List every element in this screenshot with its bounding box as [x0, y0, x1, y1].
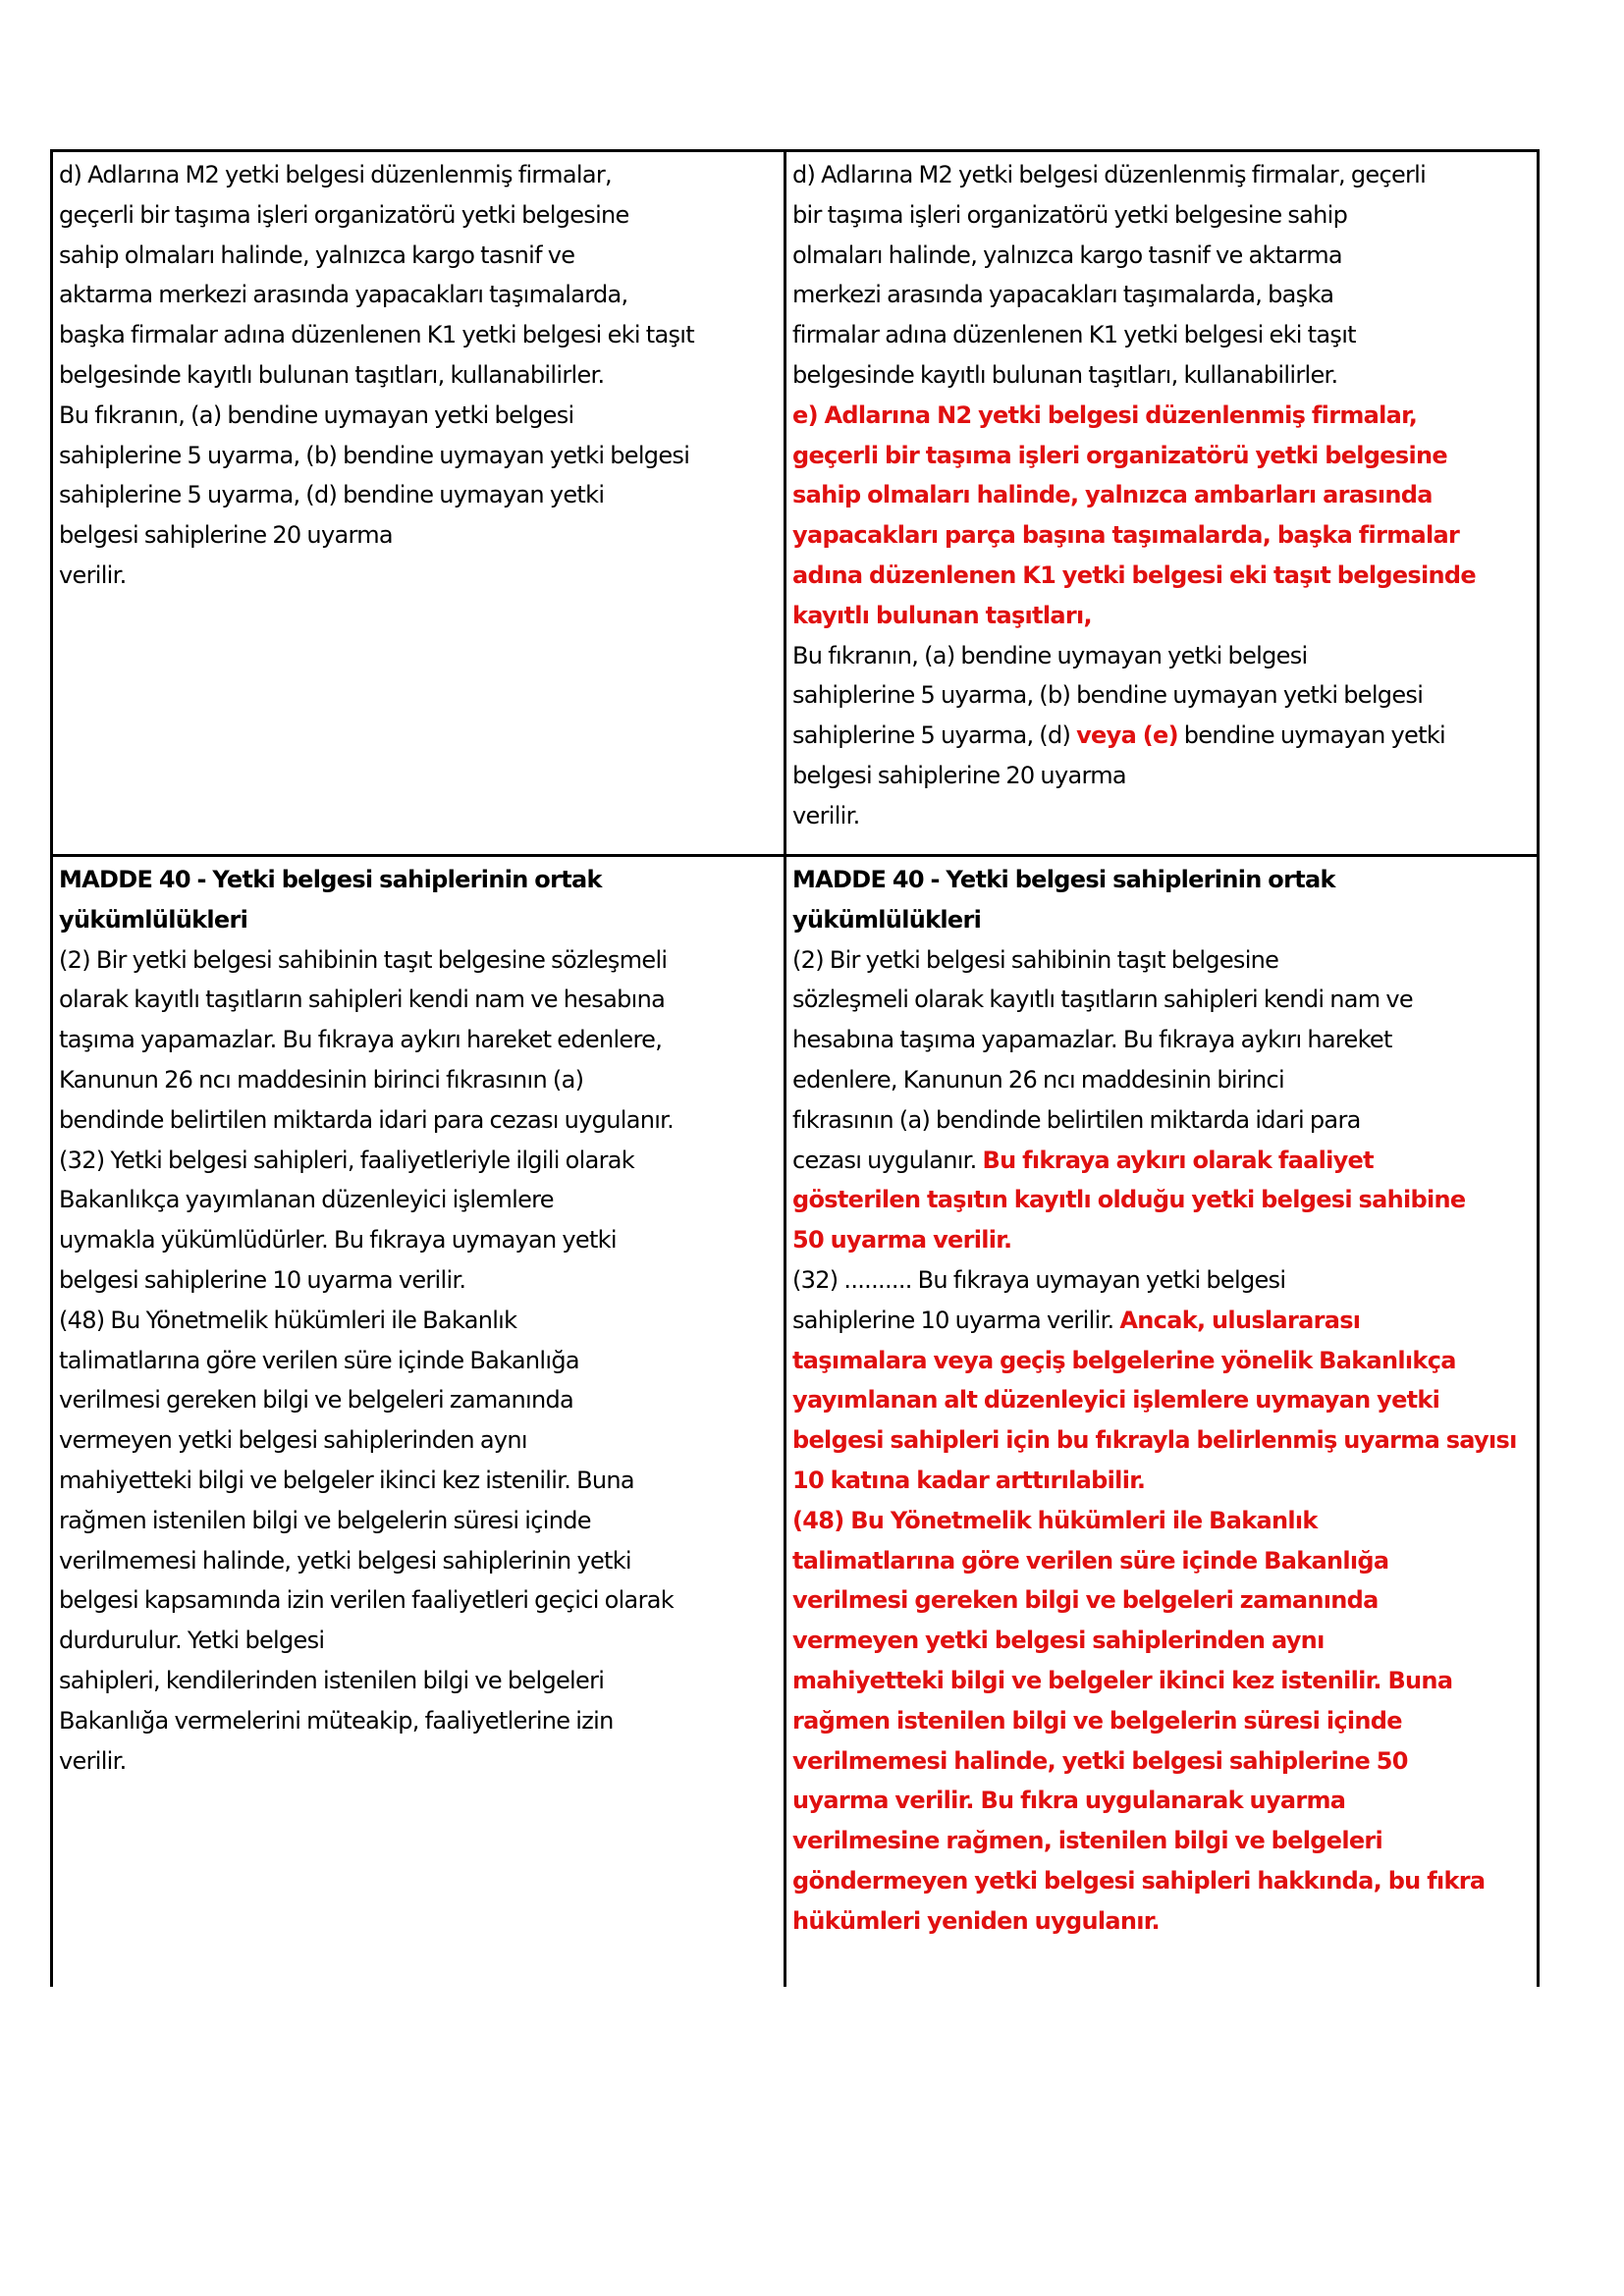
- text-segment: Bu fıkranın, (a) bendine uymayan yetki belgesi: [792, 641, 1308, 669]
- text-line: [59, 1420, 780, 1461]
- old-text-cell: [52, 856, 785, 1988]
- table-row: [52, 856, 1539, 1988]
- amended-text: verilmemesi halinde, yetki belgesi sahiplerine 50: [792, 1746, 1408, 1775]
- text-line: [59, 275, 780, 315]
- text-segment: (2) Bir yetki belgesi sahibinin taşıt belgesine sözleşmeli: [59, 945, 668, 974]
- text-segment: geçerli bir taşıma işleri organizatörü yetki belgesine: [59, 200, 629, 229]
- text-line: [792, 940, 1533, 981]
- text-segment: fıkrasının (a) bendinde belirtilen miktarda idari para: [792, 1105, 1361, 1134]
- text-segment: sahiplerine 5 uyarma, (b) bendine uymayan yetki belgesi: [792, 681, 1424, 710]
- new-text-cell: [785, 856, 1539, 1988]
- text-segment: Bakanlığa vermelerini müteakip, faaliyetlerine izin: [59, 1706, 614, 1735]
- text-segment: verilir.: [59, 1746, 127, 1775]
- text-line: [792, 236, 1533, 276]
- text-line: [59, 1060, 780, 1100]
- text-line: [59, 396, 780, 436]
- text-line: [792, 860, 1533, 900]
- text-line: [59, 860, 780, 900]
- text-segment: d) Adlarına M2 yetki belgesi düzenlenmiş firmalar, geçerli: [792, 161, 1427, 188]
- text-line: [792, 1661, 1533, 1701]
- text-segment: belgesinde kayıtlı bulunan taşıtları, kullanabilirler.: [792, 360, 1338, 389]
- text-line: [792, 1260, 1533, 1301]
- article-heading: yükümlülükleri: [792, 905, 982, 934]
- text-line: [792, 155, 1533, 195]
- amended-text: göndermeyen yetki belgesi sahipleri hakkında, bu fıkra: [792, 1866, 1486, 1895]
- amended-text: adına düzenlenen K1 yetki belgesi eki taşıt belgesinde: [792, 561, 1476, 589]
- text-line: [792, 1341, 1533, 1381]
- amended-text: 50 uyarma verilir.: [792, 1226, 1012, 1255]
- text-line: [59, 1141, 780, 1181]
- amended-text: Ancak, uluslararası: [1119, 1306, 1361, 1334]
- text-segment: sahipleri, kendilerinden istenilen bilgi ve belgeleri: [59, 1666, 605, 1694]
- text-segment: olmaları halinde, yalnızca kargo tasnif ve aktarma: [792, 240, 1342, 269]
- text-segment: bendinde belirtilen miktarda idari para cezası uygulanır.: [59, 1105, 675, 1134]
- text-segment: sahip olmaları halinde, yalnızca kargo tasnif ve: [59, 240, 575, 269]
- text-line: [59, 980, 780, 1020]
- text-segment: talimatlarına göre verilen süre içinde Bakanlığa: [59, 1346, 579, 1374]
- text-line: [792, 980, 1533, 1020]
- text-line: [59, 1741, 780, 1782]
- text-line: [792, 1420, 1533, 1461]
- text-line: [59, 1301, 780, 1341]
- text-line: [59, 1661, 780, 1701]
- text-segment: durdurulur. Yetki belgesi: [59, 1627, 325, 1655]
- text-line: [59, 1501, 780, 1541]
- text-segment: d) Adlarına M2 yetki belgesi düzenlenmiş firmalar,: [59, 161, 612, 188]
- new-text-cell: [785, 151, 1539, 856]
- text-line: [792, 900, 1533, 940]
- text-segment: taşıma yapamazlar. Bu fıkraya aykırı hareket edenlere,: [59, 1026, 663, 1054]
- text-segment: aktarma merkezi arasında yapacakları taşımalarda,: [59, 281, 628, 309]
- text-line: [792, 636, 1533, 676]
- text-line: [792, 1100, 1533, 1141]
- text-line: [792, 1060, 1533, 1100]
- text-line: [59, 236, 780, 276]
- text-line: [59, 436, 780, 476]
- text-segment: olarak kayıtlı taşıtların sahipleri kendi nam ve hesabına: [59, 986, 666, 1014]
- text-segment: sahiplerine 5 uyarma, (d) bendine uymayan yetki: [59, 481, 605, 509]
- text-line: [792, 396, 1533, 436]
- amended-text: talimatlarına göre verilen süre içinde Bakanlığa: [792, 1546, 1389, 1575]
- text-line: [792, 1701, 1533, 1741]
- text-segment: başka firmalar adına düzenlenen K1 yetki belgesi eki taşıt: [59, 321, 694, 349]
- amended-text: mahiyetteki bilgi ve belgeler ikinci kez istenilir. Buna: [792, 1666, 1453, 1694]
- text-line: [792, 1861, 1533, 1901]
- amended-text: geçerli bir taşıma işleri organizatörü yetki belgesine: [792, 441, 1447, 469]
- text-line: [59, 1220, 780, 1260]
- text-segment: verilmesi gereken bilgi ve belgeleri zamanında: [59, 1386, 574, 1415]
- amended-text: hükümleri yeniden uygulanır.: [792, 1906, 1160, 1935]
- text-segment: belgesinde kayıtlı bulunan taşıtları, kullanabilirler.: [59, 360, 605, 389]
- text-segment: sözleşmeli olarak kayıtlı taşıtların sahipleri kendi nam ve: [792, 986, 1413, 1014]
- text-segment: sahiplerine 5 uyarma, (b) bendine uymayan yetki belgesi: [59, 441, 690, 469]
- text-segment: bendine uymayan yetki: [1177, 721, 1445, 750]
- text-line: [59, 515, 780, 556]
- text-line: [59, 355, 780, 396]
- text-segment: belgesi sahiplerine 20 uyarma: [59, 521, 393, 550]
- amended-text: rağmen istenilen bilgi ve belgelerin süresi içinde: [792, 1706, 1402, 1735]
- text-line: [792, 796, 1533, 836]
- text-line: [792, 596, 1533, 636]
- amended-text: vermeyen yetki belgesi sahiplerinden aynı: [792, 1627, 1325, 1655]
- text-line: [792, 195, 1533, 236]
- text-line: [792, 1020, 1533, 1060]
- text-segment: (48) Bu Yönetmelik hükümleri ile Bakanlık: [59, 1306, 517, 1334]
- text-line: [792, 355, 1533, 396]
- text-line: [59, 195, 780, 236]
- text-segment: hesabına taşıma yapamazlar. Bu fıkraya aykırı hareket: [792, 1026, 1392, 1054]
- text-segment: edenlere, Kanunun 26 ncı maddesinin birinci: [792, 1065, 1284, 1094]
- text-line: [792, 1501, 1533, 1541]
- amended-text: 10 katına kadar arttırılabilir.: [792, 1466, 1146, 1494]
- text-line: [792, 1541, 1533, 1581]
- text-line: [59, 315, 780, 355]
- text-line: [792, 1141, 1533, 1181]
- text-segment: vermeyen yetki belgesi sahiplerinden aynı: [59, 1426, 527, 1455]
- text-segment: verilir.: [59, 561, 127, 589]
- text-line: [59, 1260, 780, 1301]
- amended-text: yapacakları parça başına taşımalarda, başka firmalar: [792, 521, 1460, 550]
- text-line: [792, 515, 1533, 556]
- text-segment: (2) Bir yetki belgesi sahibinin taşıt belgesine: [792, 945, 1279, 974]
- text-line: [792, 1301, 1533, 1341]
- text-line: [59, 1541, 780, 1581]
- text-line: [59, 1341, 780, 1381]
- text-segment: verilmemesi halinde, yetki belgesi sahiplerinin yetki: [59, 1546, 631, 1575]
- amended-text: e) Adlarına N2 yetki belgesi düzenlenmiş firmalar,: [792, 400, 1418, 429]
- amended-text: verilmesine rağmen, istenilen bilgi ve belgeleri: [792, 1827, 1383, 1855]
- old-text-cell: [52, 151, 785, 856]
- amended-text: kayıtlı bulunan taşıtları,: [792, 601, 1092, 629]
- text-line: [792, 1821, 1533, 1861]
- text-segment: rağmen istenilen bilgi ve belgelerin süresi içinde: [59, 1506, 591, 1534]
- amended-text: yayımlanan alt düzenleyici işlemlere uymayan yetki: [792, 1386, 1440, 1415]
- amended-text: (48) Bu Yönetmelik hükümleri ile Bakanlık: [792, 1506, 1318, 1534]
- text-segment: belgesi sahiplerine 20 uyarma: [792, 761, 1126, 789]
- text-line: [792, 1901, 1533, 1942]
- text-segment: merkezi arasında yapacakları taşımalarda, başka: [792, 281, 1334, 309]
- text-segment: uymakla yükümlüdürler. Bu fıkraya uymayan yetki: [59, 1226, 617, 1255]
- article-heading: MADDE 40 - Yetki belgesi sahiplerinin ortak: [792, 866, 1335, 893]
- text-segment: verilir.: [792, 801, 860, 829]
- comparison-table: [50, 149, 1540, 1987]
- amended-text: uyarma verilir. Bu fıkra uygulanarak uyarma: [792, 1787, 1346, 1815]
- text-segment: sahiplerine 10 uyarma verilir.: [792, 1306, 1120, 1334]
- text-segment: belgesi kapsamında izin verilen faaliyetleri geçici olarak: [59, 1586, 674, 1615]
- text-segment: bir taşıma işleri organizatörü yetki belgesine sahip: [792, 200, 1348, 229]
- text-line: [59, 1580, 780, 1621]
- amended-text: veya (e): [1076, 721, 1178, 750]
- text-line: [792, 315, 1533, 355]
- text-line: [792, 1580, 1533, 1621]
- text-line: [792, 556, 1533, 596]
- text-line: [59, 1701, 780, 1741]
- text-line: [59, 1100, 780, 1141]
- text-line: [59, 1621, 780, 1661]
- text-line: [59, 475, 780, 515]
- amended-text: taşımalara veya geçiş belgelerine yönelik Bakanlıkça: [792, 1346, 1456, 1374]
- amended-text: belgesi sahipleri için bu fıkrayla belirlenmiş uyarma sayısı: [792, 1426, 1517, 1455]
- table-row: [52, 151, 1539, 856]
- text-segment: sahiplerine 5 uyarma, (d): [792, 721, 1077, 750]
- text-line: [59, 155, 780, 195]
- text-segment: Bu fıkranın, (a) bendine uymayan yetki belgesi: [59, 400, 574, 429]
- text-segment: (32) Yetki belgesi sahipleri, faaliyetleriyle ilgili olarak: [59, 1146, 635, 1174]
- text-line: [59, 1380, 780, 1420]
- text-segment: Kanunun 26 ncı maddesinin birinci fıkrasının (a): [59, 1065, 584, 1094]
- amended-text: sahip olmaları halinde, yalnızca ambarları arasında: [792, 481, 1433, 509]
- text-line: [59, 940, 780, 981]
- text-line: [792, 675, 1533, 716]
- amended-text: verilmesi gereken bilgi ve belgeleri zamanında: [792, 1586, 1379, 1615]
- text-line: [792, 475, 1533, 515]
- text-segment: (32) .......... Bu fıkraya uymayan yetki belgesi: [792, 1265, 1286, 1294]
- text-line: [59, 1180, 780, 1220]
- text-line: [792, 1781, 1533, 1821]
- text-line: [59, 1461, 780, 1501]
- text-line: [792, 1380, 1533, 1420]
- text-segment: belgesi sahiplerine 10 uyarma verilir.: [59, 1265, 466, 1294]
- amended-text: Bu fıkraya aykırı olarak faaliyet: [982, 1146, 1374, 1174]
- text-segment: firmalar adına düzenlenen K1 yetki belgesi eki taşıt: [792, 321, 1356, 349]
- text-line: [792, 1741, 1533, 1782]
- text-line: [59, 1020, 780, 1060]
- article-heading: MADDE 40 - Yetki belgesi sahiplerinin ortak: [59, 866, 602, 893]
- text-line: [792, 1461, 1533, 1501]
- text-line: [59, 556, 780, 596]
- text-line: [792, 756, 1533, 796]
- text-line: [792, 436, 1533, 476]
- text-segment: cezası uygulanır.: [792, 1146, 983, 1174]
- text-line: [792, 1180, 1533, 1220]
- text-line: [792, 1621, 1533, 1661]
- text-segment: Bakanlıkça yayımlanan düzenleyici işlemlere: [59, 1186, 554, 1214]
- text-line: [792, 275, 1533, 315]
- article-heading: yükümlülükleri: [59, 905, 248, 934]
- text-segment: mahiyetteki bilgi ve belgeler ikinci kez istenilir. Buna: [59, 1466, 634, 1494]
- amended-text: gösterilen taşıtın kayıtlı olduğu yetki belgesi sahibine: [792, 1186, 1466, 1214]
- text-line: [792, 1220, 1533, 1260]
- text-line: [792, 716, 1533, 756]
- text-line: [59, 900, 780, 940]
